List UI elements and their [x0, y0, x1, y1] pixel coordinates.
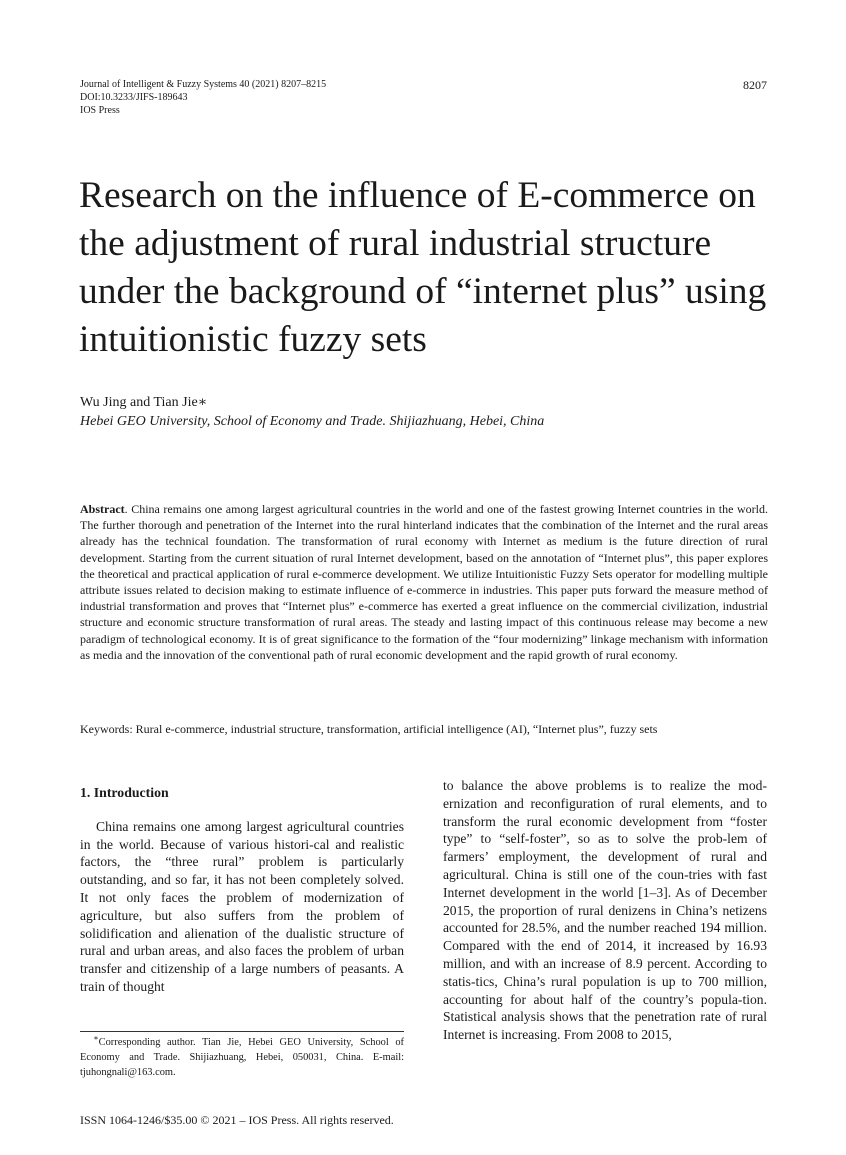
abstract: [80, 501, 768, 663]
footnote-mark: ∗: [93, 1033, 99, 1043]
abstract-text: . China remains one among largest agricultural countries in the world and one of the fastest growing Internet countries in the world. The further thorough and penetration of the Internet into the rural hinterland indicates that the combination of the Internet and the rural areas already has the technical foundation. The transformation of rural economy with Internet as medium is the future direction of rural development. Starting from the current situation of rural Internet development, based on the annotation of “Internet plus”, this paper explores the theoretical and practical application of rural e-commerce development. We utilize Intuitionistic Fuzzy Sets operator for modelling multiple attribute issues related to decision making to estimate influence of e-commerce in industries. This paper puts forward the measure method of industrial transformation and proves that “Internet plus” e-commerce has exerted a great influence on the commercial civilization, industrial structure and economic structure transformation of rural areas. The steady and lasting impact of this continuous release may become a new paradigm of technological economy. It is of great significance to the formation of the “four modernizing” linkage mechanism with information as media and the innovation of the conventional path of rural economic development and the rapid growth of rural economy.: [80, 502, 768, 662]
left-column: [80, 784, 404, 996]
journal-header: [80, 78, 326, 117]
footnote: [80, 1035, 404, 1080]
footnote-text: Corresponding author. Tian Jie, Hebei GEO University, School of Economy and Trade. Shijiazhuang, Hebei, 050031, China. E-mail: tjuhongnali@163.com.: [80, 1037, 404, 1078]
intro-paragraph-right: to balance the above problems is to realize the mod-ernization and reconfiguration of rural elements, and to transform the rural economic development from “foster type” to “self-foster”, so as to solve the prob-lem of farmers’ employment, the development of rural and agricultural. China is still one of the coun-tries with fast Internet development in the world [1–3]. As of December 2015, the proportion of rural denizens in China’s netizens accounted for 28.5%, and the number reached 194 million. Compared with the end of 2014, it increased by 16.93 million, and with an increase of 8.9 percent. According to statis-tics, China’s rural population is up to 700 million, accounting for about half of the country’s popula-tion. Statistical analysis shows that the penetration rate of rural Internet is increasing. From 2008 to 2015,: [443, 778, 767, 1043]
publisher: IOS Press: [80, 105, 120, 116]
authors: Wu Jing and Tian Jie∗: [80, 395, 208, 410]
footnote-divider: [80, 1031, 404, 1032]
copyright-footer: ISSN 1064-1246/$35.00 © 2021 – IOS Press. All rights reserved.: [80, 1113, 394, 1127]
journal-citation: Journal of Intelligent & Fuzzy Systems 40 (2021) 8207–8215: [80, 79, 327, 90]
intro-paragraph-left: China remains one among largest agricultural countries in the world. Because of various histori-cal and realistic factors, the “three rural” problem is particularly outstanding, and so far, it has not been completely solved. It not only faces the problem of modernization of agriculture, but also suffers from the problem of solidification and alienation of the dualistic structure of rural and urban areas, and also faces the problem of urban transfer and citizenship of a large numbers of peasants. A train of thought: [80, 818, 404, 994]
doi: DOI:10.3233/JIFS-189643: [80, 92, 188, 103]
affiliation: Hebei GEO University, School of Economy and Trade. Shijiazhuang, Hebei, China: [80, 414, 545, 429]
abstract-label: Abstract: [80, 502, 125, 516]
right-column: [443, 777, 767, 1044]
paper-title: Research on the influence of E-commerce on the adjustment of rural industrial structure under the background of “internet plus” using intuitionistic fuzzy sets: [79, 175, 767, 360]
keywords: Keywords: Rural e-commerce, industrial structure, transformation, artificial intelligence (AI), “Internet plus”, fuzzy sets: [80, 722, 658, 736]
page-number: 8207: [743, 78, 767, 92]
section-heading: 1. Introduction: [80, 785, 169, 800]
